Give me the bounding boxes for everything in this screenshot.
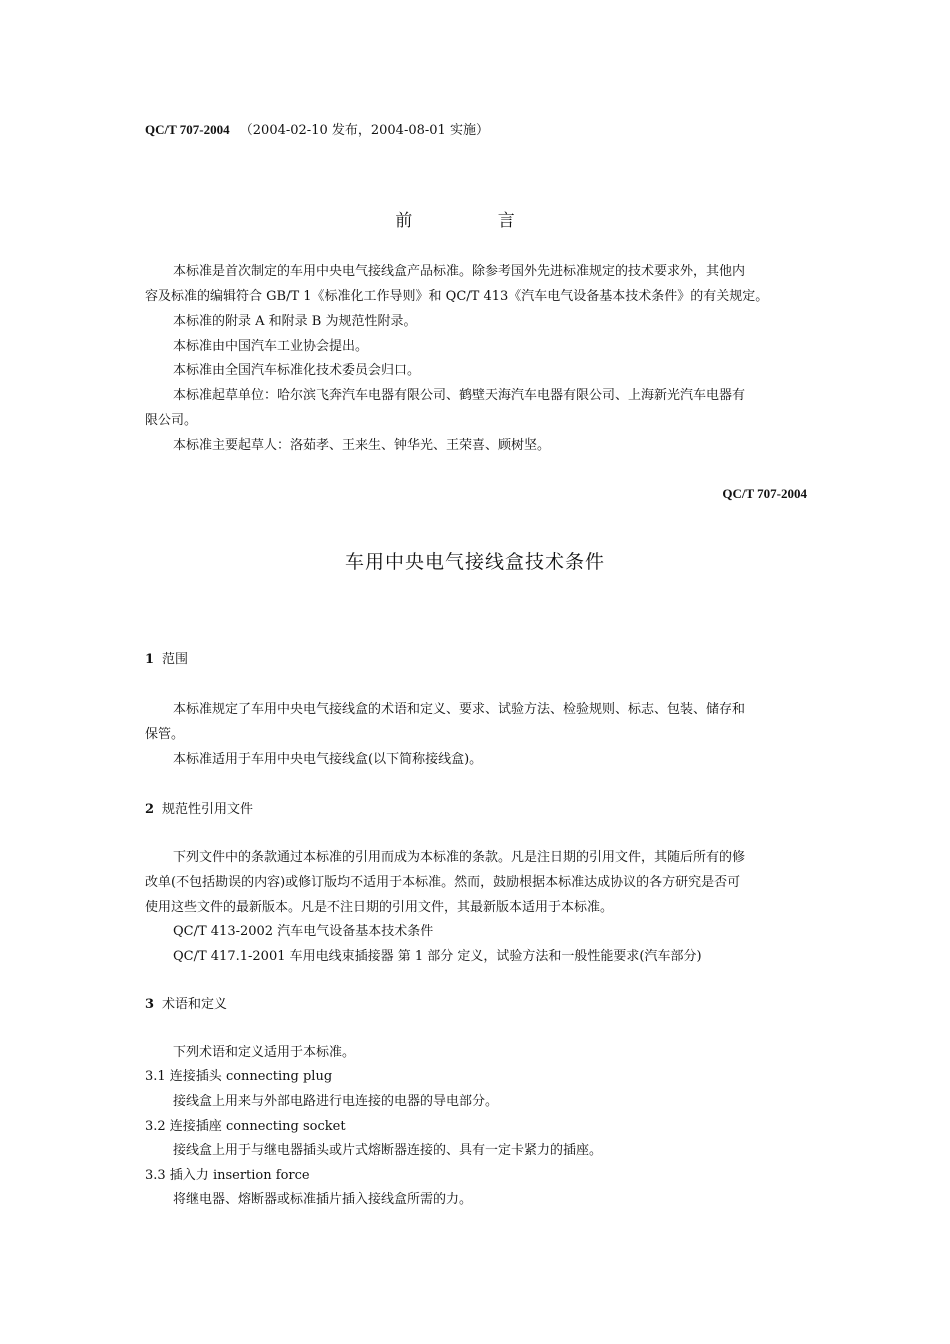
preface-line-5: 本标准由全国汽车标准化技术委员会归口。 (173, 363, 421, 378)
s3-intro: 下列术语和定义适用于本标准。 (173, 1045, 356, 1060)
term-3-1-desc: 接线盒上用来与外部电路进行电连接的电器的导电部分。 (173, 1094, 499, 1109)
section-1-heading (145, 651, 815, 669)
term-3-3-desc: 将继电器、熔断器或标准插片插入接线盒所需的力。 (173, 1192, 473, 1207)
preface-title: 前 言 (395, 211, 555, 231)
preface-line-3: 本标准的附录 A 和附录 B 为规范性附录。 (173, 314, 417, 329)
preface-line-8: 本标准主要起草人：洛茹孝、王来生、钟华光、王荣喜、顾树坚。 (173, 438, 551, 453)
document-code: QC/T 707-2004 (722, 486, 807, 501)
s2-line-3: 使用这些文件的最新版本。凡是不注日期的引用文件，其最新版本适用于本标准。 (145, 900, 614, 915)
section-title: 术语和定义 (162, 997, 228, 1012)
section-title: 规范性引用文件 (162, 802, 254, 817)
s1-line-3: 本标准适用于车用中央电气接线盒(以下简称接线盒)。 (173, 752, 483, 767)
s1-line-1: 本标准规定了车用中央电气接线盒的术语和定义、要求、试验方法、检验规则、标志、包装、储存和 (173, 702, 746, 717)
section-title: 范围 (162, 652, 189, 667)
term-3-2-heading: 3.2 连接插座 connecting socket (145, 1119, 346, 1134)
term-3-3-heading: 3.3 插入力 insertion force (145, 1168, 310, 1183)
preface-line-6: 本标准起草单位：哈尔滨飞奔汽车电器有限公司、鹤壁天海汽车电器有限公司、上海新光汽车电器有 (173, 388, 746, 403)
s1-line-2: 保管。 (145, 727, 185, 742)
s2-line-2: 改单(不包括勘误的内容)或修订版均不适用于本标准。然而，鼓励根据本标准达成协议的各方研究是否可 (145, 875, 741, 890)
preface-line-2: 容及标准的编辑符合 GB/T 1《标准化工作导则》和 QC/T 413《汽车电气设备基本技术条件》的有关规定。 (145, 289, 769, 304)
term-3-1-heading: 3.1 连接插头 connecting plug (145, 1069, 333, 1084)
section-number: 1 (145, 652, 155, 667)
publish-dates: （2004-02-10 发布，2004-08-01 实施） (239, 123, 489, 138)
section-3-heading (145, 996, 815, 1014)
preface-line-4: 本标准由中国汽车工业协会提出。 (173, 339, 369, 354)
document-title: 车用中央电气接线盒技术条件 (344, 551, 605, 573)
section-number: 2 (145, 802, 155, 817)
s2-line-1: 下列文件中的条款通过本标准的引用而成为本标准的条款。凡是注日期的引用文件，其随后所有的修 (173, 850, 746, 865)
term-3-2-desc: 接线盒上用于与继电器插头或片式熔断器连接的、具有一定卡紧力的插座。 (173, 1143, 603, 1158)
preface-line-1: 本标准是首次制定的车用中央电气接线盒产品标准。除参考国外先进标准规定的技术要求外，其他内 (173, 264, 746, 279)
section-2-heading (145, 801, 815, 819)
s2-ref-1: QC/T 413-2002 汽车电气设备基本技术条件 (173, 924, 434, 939)
section-number: 3 (145, 997, 155, 1012)
preface-line-7: 限公司。 (145, 413, 198, 428)
header-line (145, 121, 815, 140)
standard-code: QC/T 707-2004 (145, 122, 230, 137)
s2-ref-2: QC/T 417.1-2001 车用电线束插接器 第 1 部分 定义，试验方法和一般性能要求(汽车部分) (173, 949, 702, 964)
